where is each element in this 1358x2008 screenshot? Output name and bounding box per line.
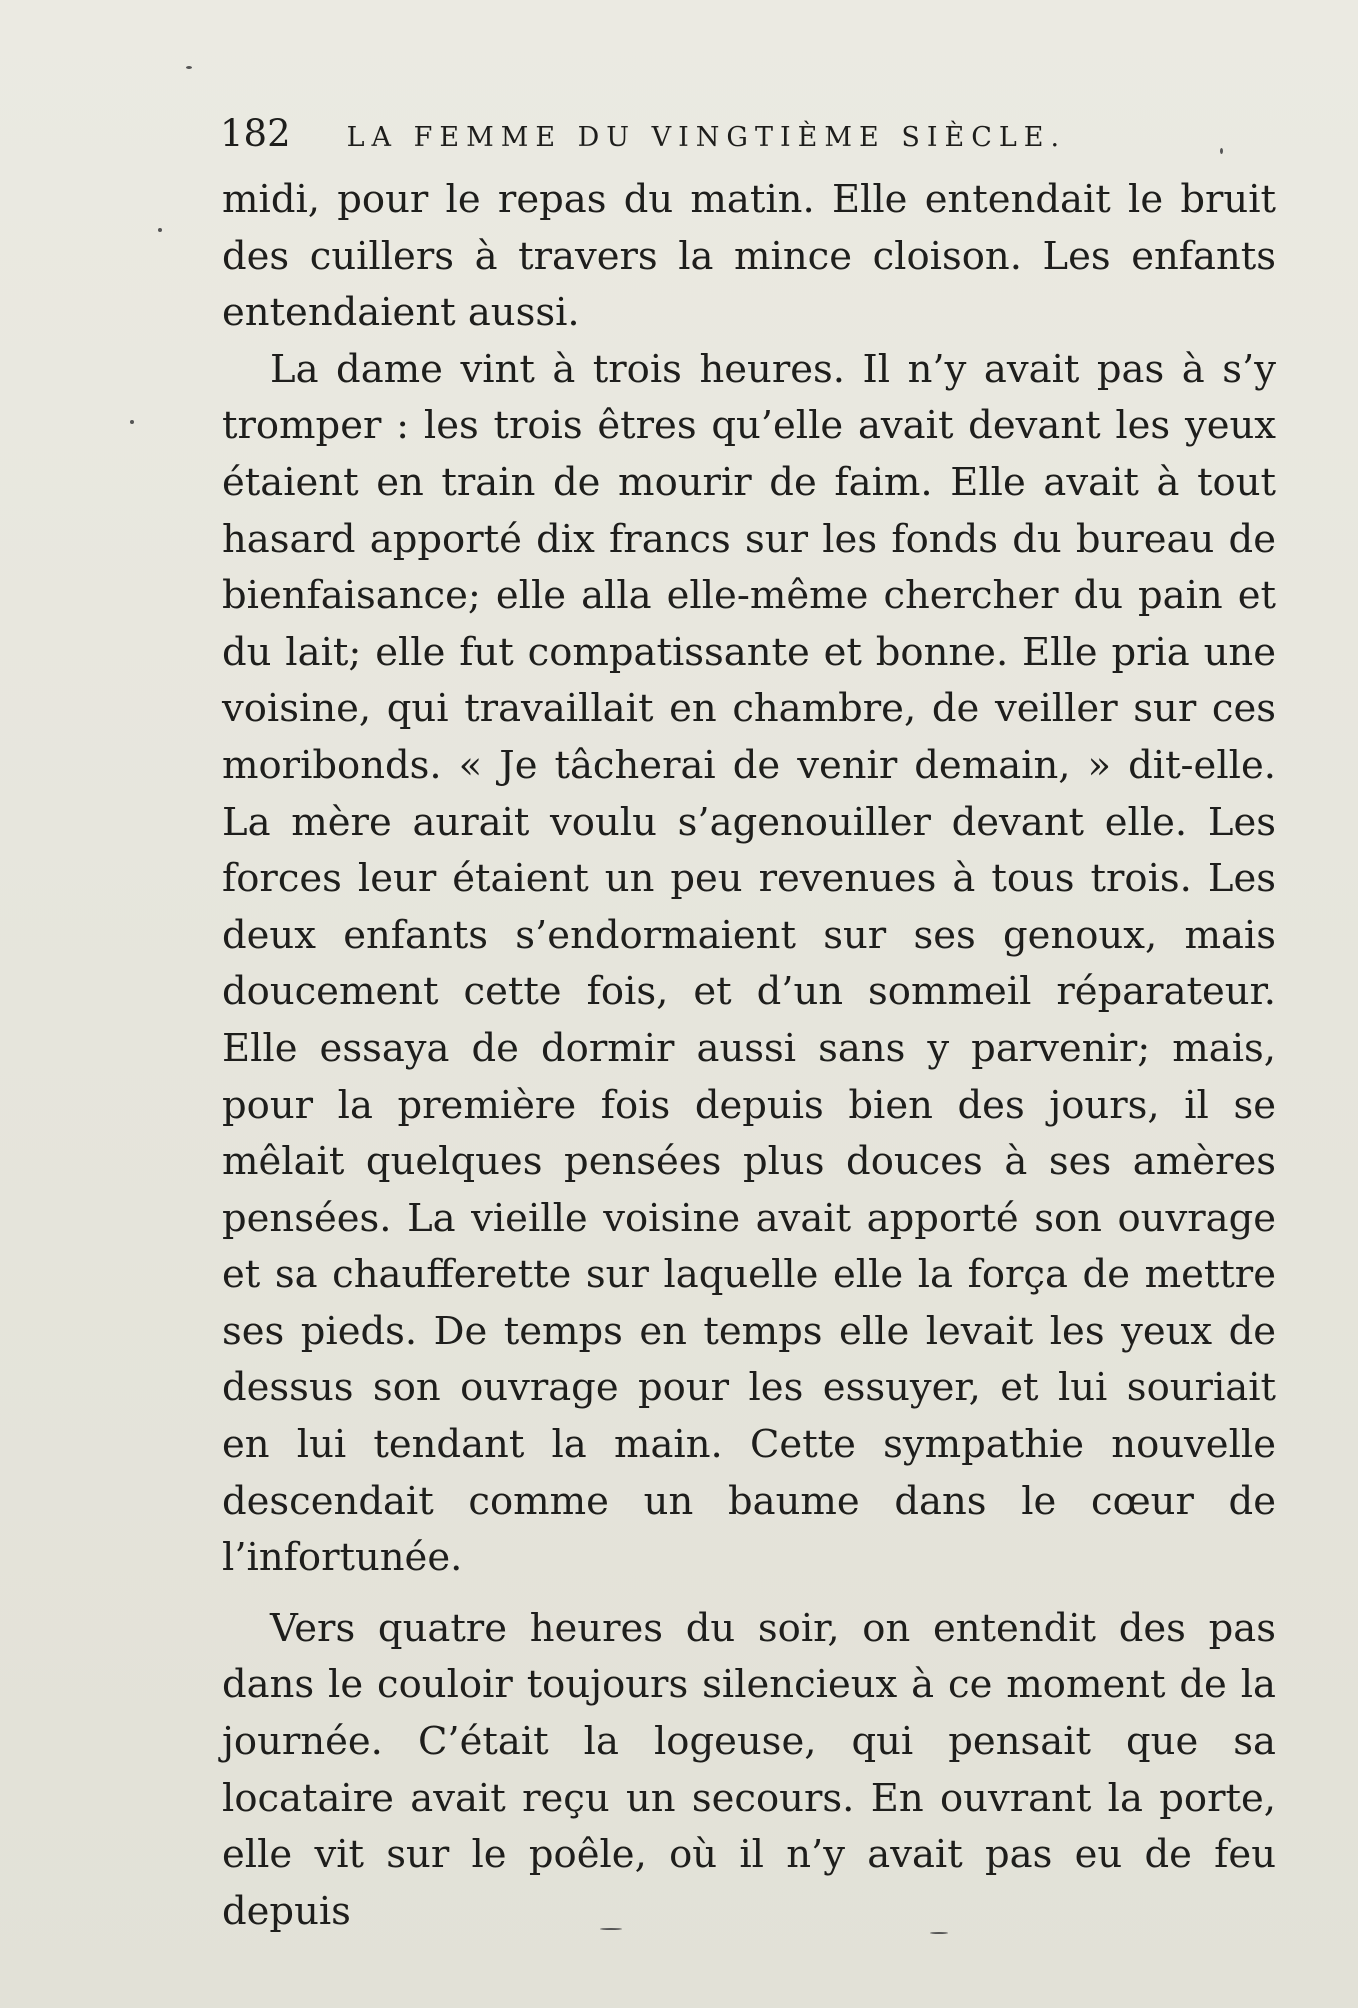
scan-speck bbox=[930, 1932, 948, 1934]
running-head bbox=[220, 112, 1140, 155]
paragraph: Vers quatre heures du soir, on entendit des pas dans le couloir toujours silencieux à ce moment de la journée. C’était la logeuse, qui pensait que sa locataire avait reçu un secours. En ouvrant la porte, elle vit sur le poêle, où il n’y avait pas eu de feu depuis bbox=[222, 1605, 1276, 1934]
body-text bbox=[222, 172, 1276, 1940]
page-number: 182 bbox=[220, 112, 291, 155]
paragraph-continuation: midi, pour le repas du matin. Elle entendait le bruit des cuillers à travers la mince cloison. Les enfants entendaient aussi. bbox=[222, 177, 1276, 336]
scan-speck bbox=[130, 420, 134, 424]
scan-speck bbox=[186, 66, 192, 69]
running-title: LA FEMME DU VINGTIÈME SIÈCLE. bbox=[346, 122, 1067, 153]
paragraph: La dame vint à trois heures. Il n’y avait pas à s’y tromper : les trois êtres qu’elle avait devant les yeux étaient en train de mourir de faim. Elle avait à tout hasard apporté dix francs sur les fonds du bureau de bienfaisance; elle alla elle-même chercher du pain et du lait; elle fut compatissante et bonne. Elle pria une voisine, qui travaillait en chambre, de veiller sur ces moribonds. « Je tâcherai de venir demain, » dit-elle. La mère aurait voulu s’agenouiller devant elle. Les forces leur étaient un peu revenues à tous trois. Les deux enfants s’endormaient sur ses genoux, mais doucement cette fois, et d’un sommeil réparateur. Elle essaya de dormir aussi sans y parvenir; mais, pour la première fois depuis bien des jours, il se mêlait quelques pensées plus douces à ses amères pensées. La vieille voisine avait apporté son ouvrage et sa chaufferette sur laquelle elle la força de mettre ses pieds. De temps en temps elle levait les yeux de dessus son ouvrage pour les essuyer, et lui souriait en lui tendant la main. Cette sympathie nouvelle descendait comme un baume dans le cœur de l’infortunée. bbox=[222, 346, 1276, 1581]
scan-speck bbox=[1220, 148, 1223, 154]
scan-speck bbox=[158, 228, 162, 232]
scan-speck bbox=[600, 1928, 622, 1930]
